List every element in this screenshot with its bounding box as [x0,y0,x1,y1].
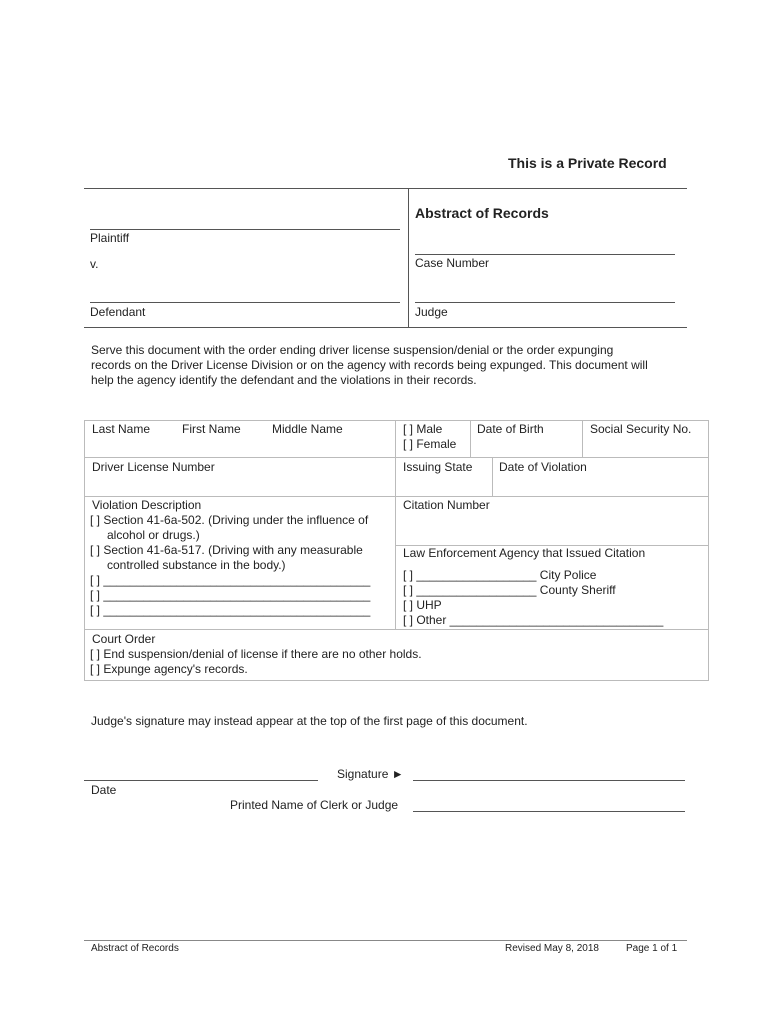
agency-title: Law Enforcement Agency that Issued Citation [403,546,646,560]
middle-name-label: Middle Name [272,422,343,436]
versus-label: v. [90,257,99,271]
case-number-line[interactable] [415,254,675,255]
ssn-label: Social Security No. [590,422,692,436]
dl-number-label: Driver License Number [92,460,215,474]
first-name-label: First Name [182,422,241,436]
judge-label: Judge [415,305,448,319]
footer-page-number: Page 1 of 1 [626,943,678,954]
instructions-line-2: records on the Driver License Division or on the agency with records being expunged. This document will [91,358,648,372]
document-title: Abstract of Records [415,205,549,221]
court-order-expunge[interactable]: [ ] Expunge agency's records. [90,662,248,676]
caption-top-rule [84,188,687,189]
date-violation-label: Date of Violation [499,460,587,474]
dob-label: Date of Birth [477,422,544,436]
date-label: Date [91,783,117,797]
agency-option-city-police[interactable]: [ ] __________________ City Police [403,568,597,582]
violation-option-other-2[interactable]: [ ] ________________________________________ [90,588,371,602]
defendant-line[interactable] [90,302,400,303]
citation-number-label: Citation Number [403,498,490,512]
violation-description-label: Violation Description [92,498,202,512]
footer-form-title: Abstract of Records [91,943,179,954]
violation-option-517-cont: controlled substance in the body.) [107,558,286,572]
defendant-label: Defendant [90,305,146,319]
issuing-state-label: Issuing State [403,460,473,474]
judge-line[interactable] [415,302,675,303]
agency-option-other[interactable]: [ ] Other ________________________________ [403,613,664,627]
signature-label: Signature ► [337,767,404,781]
footer-revised-date: Revised May 8, 2018 [505,943,599,954]
date-line[interactable] [84,780,318,781]
signature-line[interactable] [413,780,685,781]
violation-option-other-3[interactable]: [ ] ________________________________________ [90,603,371,617]
private-record-heading: This is a Private Record [508,155,667,171]
caption-divider [408,188,409,328]
instructions-line-3: help the agency identify the defendant and the violations in their records. [91,373,477,387]
male-checkbox[interactable]: [ ] Male [403,422,443,436]
plaintiff-label: Plaintiff [90,231,130,245]
printed-name-label: Printed Name of Clerk or Judge [230,798,399,812]
printed-name-line[interactable] [413,811,685,812]
violation-option-other-1[interactable]: [ ] ________________________________________ [90,573,371,587]
last-name-label: Last Name [92,422,151,436]
judge-note: Judge's signature may instead appear at the top of the first page of this document. [91,714,528,728]
violation-option-502[interactable]: [ ] Section 41-6a-502. (Driving under the influence of [90,513,369,527]
female-checkbox[interactable]: [ ] Female [403,437,457,451]
court-order-end-suspension[interactable]: [ ] End suspension/denial of license if there are no other holds. [90,647,422,661]
case-number-label: Case Number [415,256,490,270]
instructions-line-1: Serve this document with the order ending driver license suspension/denial or the order expunging [91,343,614,357]
agency-option-county-sheriff[interactable]: [ ] __________________ County Sheriff [403,583,616,597]
plaintiff-line[interactable] [90,229,400,230]
violation-option-502-cont: alcohol or drugs.) [107,528,200,542]
caption-bottom-rule [84,327,687,328]
court-order-label: Court Order [92,632,156,646]
agency-option-uhp[interactable]: [ ] UHP [403,598,442,612]
violation-option-517[interactable]: [ ] Section 41-6a-517. (Driving with any measurable [90,543,363,557]
